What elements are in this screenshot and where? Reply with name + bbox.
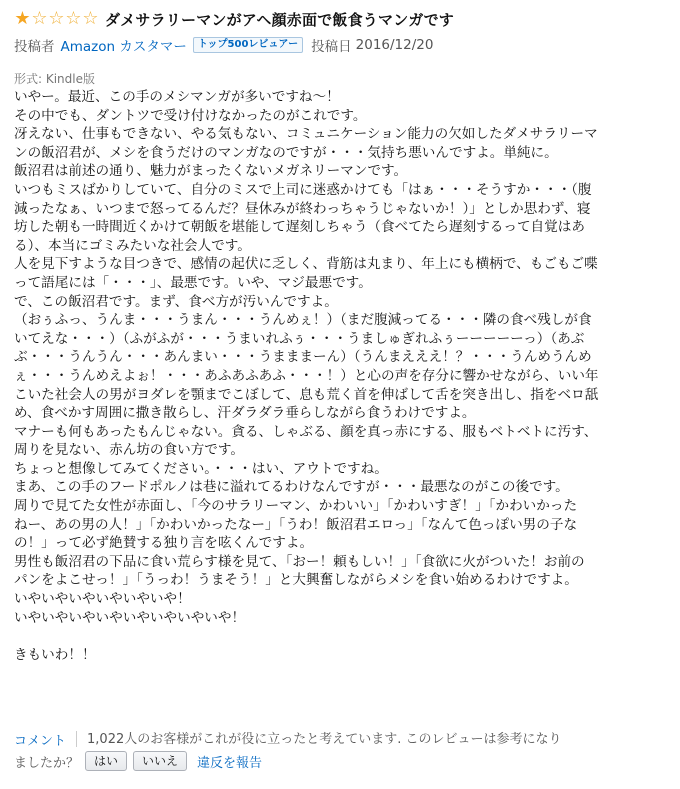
body-line: ねー、あの男の人！」「かわいかったなー」「うわ！飯沼君エロっ」「なんて色っぽい男の子な <box>14 516 578 533</box>
report-abuse-link[interactable]: 違反を報告 <box>197 755 263 771</box>
body-line: 周りで見てた女性が赤面し、「今のサラリーマン、かわいい」「かわいすぎ！」「かわいかった <box>14 498 578 515</box>
body-line: まあ、この手のフードポルノは巷に溢れてるわけなんですが・・・最悪なのがこの後です。 <box>14 479 569 496</box>
reviewer-badge[interactable]: トップ500レビュアー <box>193 37 303 53</box>
review-title[interactable]: ダメサラリーマンがアヘ顔赤面で飯食うマンガです <box>105 10 455 29</box>
review-meta <box>14 34 666 56</box>
body-line: の！」って必ず絶賛する独り言を呟くんですよ。 <box>14 535 314 552</box>
body-line: いやー。最近、この手のメシマンガが多いですね～！ <box>14 89 340 105</box>
review-header <box>14 6 666 32</box>
body-line: 周りを見ない、赤ん坊の食い方です。 <box>14 442 245 459</box>
body-line: ンの飯沼君が、メシを食うだけのマンガなのですが・・・気持ち悪いんですよ。単純に。 <box>14 144 558 161</box>
review-date: 2016/12/20 <box>355 37 434 53</box>
body-line: ぶ・・・うんうん・・・あんまい・・・うまままーん）（うんまえええ！？・・・うんめうんめ <box>14 349 592 366</box>
body-line: って語尾には「・・・」、最悪です。いや、マジ最悪です。 <box>14 274 372 291</box>
body-line: る）、本当にゴミみたいな社会人です。 <box>14 237 251 254</box>
helpful-no-button[interactable]: いいえ <box>133 751 187 771</box>
star-empty-icon: ☆ <box>31 8 48 29</box>
body-line: きもいわ！！ <box>14 646 96 663</box>
helpful-count-text: 1,022人のお客様がこれが役に立ったと考えています. このレビューは参考になり <box>87 732 562 747</box>
star-filled-icon: ★ <box>14 8 31 29</box>
body-line: いつもミスばかりしていて、自分のミスで上司に迷惑かけても「はぁ・・・そうすか・・・（腹 <box>14 181 592 198</box>
comment-link[interactable]: コメント <box>14 734 67 749</box>
review-footer <box>14 730 654 771</box>
body-line: マナーも何もあったもんじゃない。貪る、しゃぶる、顔を真っ赤にする、服もベトベトに汚す、 <box>14 423 598 440</box>
body-line: 坊した朝も一時間近くかけて朝飯を堪能して遅刻しちゃう（食べてたら遅刻するって自覚はあ <box>14 219 585 236</box>
date-label: 投稿日 <box>311 39 352 55</box>
format-label: 形式: Kindle版 <box>14 72 96 86</box>
body-line: こいた社会人の男がヨダレを顎までこぼして、息も荒く首を伸ばして舌を突き出し、指をベロ舐 <box>14 386 599 403</box>
helpful-yes-button[interactable]: はい <box>85 751 127 771</box>
body-line: いやいやいやいやいやいやいやいや！ <box>14 609 246 626</box>
body-line: いやいやいやいやいやいや！ <box>14 591 191 608</box>
body-line: 飯沼君は前述の通り、魅力がまったくないメガネリーマンです。 <box>14 163 408 180</box>
body-line: 男性も飯沼君の下品に食い荒らす様を見て、「おー！頼もしい！」「食欲に火がついた！お前の <box>14 553 585 570</box>
body-line: ぇ・・・うんめえよぉ！・・・あふあふあふ・・・！）と心の声を存分に響かせながら、いい年 <box>14 367 599 384</box>
star-empty-icon: ☆ <box>65 8 82 29</box>
body-line: 冴えない、仕事もできない、やる気もない、コミュニケーション能力の欠如したダメサラリーマ <box>14 126 598 143</box>
body-line: その中でも、ダントツで受け付けなかったのがこれです。 <box>14 107 367 124</box>
star-rating <box>14 10 99 28</box>
star-empty-icon: ☆ <box>48 8 65 29</box>
review-body <box>14 88 666 664</box>
body-line: 減ったなぁ、いつまで怒ってるんだ？昼休みが終わっちゃうじゃないか！）」としか思わず、寝 <box>14 200 591 217</box>
divider <box>76 731 77 747</box>
star-empty-icon: ☆ <box>82 8 99 29</box>
body-line: 人を見下すような目つきで、感情の起伏に乏しく、背筋は丸まり、年上にも横柄で、もごもご喋 <box>14 256 598 273</box>
helpful-question-text: ましたか？ <box>14 755 80 771</box>
body-line: で、この飯沼君です。まず、食べ方が汚いんですよ。 <box>14 293 338 310</box>
body-line: ちょっと想像してみてください。・・・はい、アウトですね。 <box>14 460 388 477</box>
author-label: 投稿者 <box>14 39 55 55</box>
body-blank-line <box>14 627 666 646</box>
body-line: いてえな・・・）（ふがふが・・・うまいれふぅ・・・うましゅぎれふぅーーーーーっ）（あぶ <box>14 330 585 347</box>
author-link[interactable]: Amazon カスタマー <box>60 39 187 55</box>
body-line: め、食べかす周囲に撒き散らし、汗ダラダラ垂らしながら食うわけですよ。 <box>14 405 476 422</box>
body-line: （おぅふっ、うんま・・・うまん・・・うんめぇ！）（まだ腹減ってる・・・隣の食べ残しが食 <box>14 312 592 329</box>
body-line: パンをよこせっ！」「うっわ！うまそう！」と大興奮しながらメシを食い始めるわけですよ。 <box>14 572 578 589</box>
